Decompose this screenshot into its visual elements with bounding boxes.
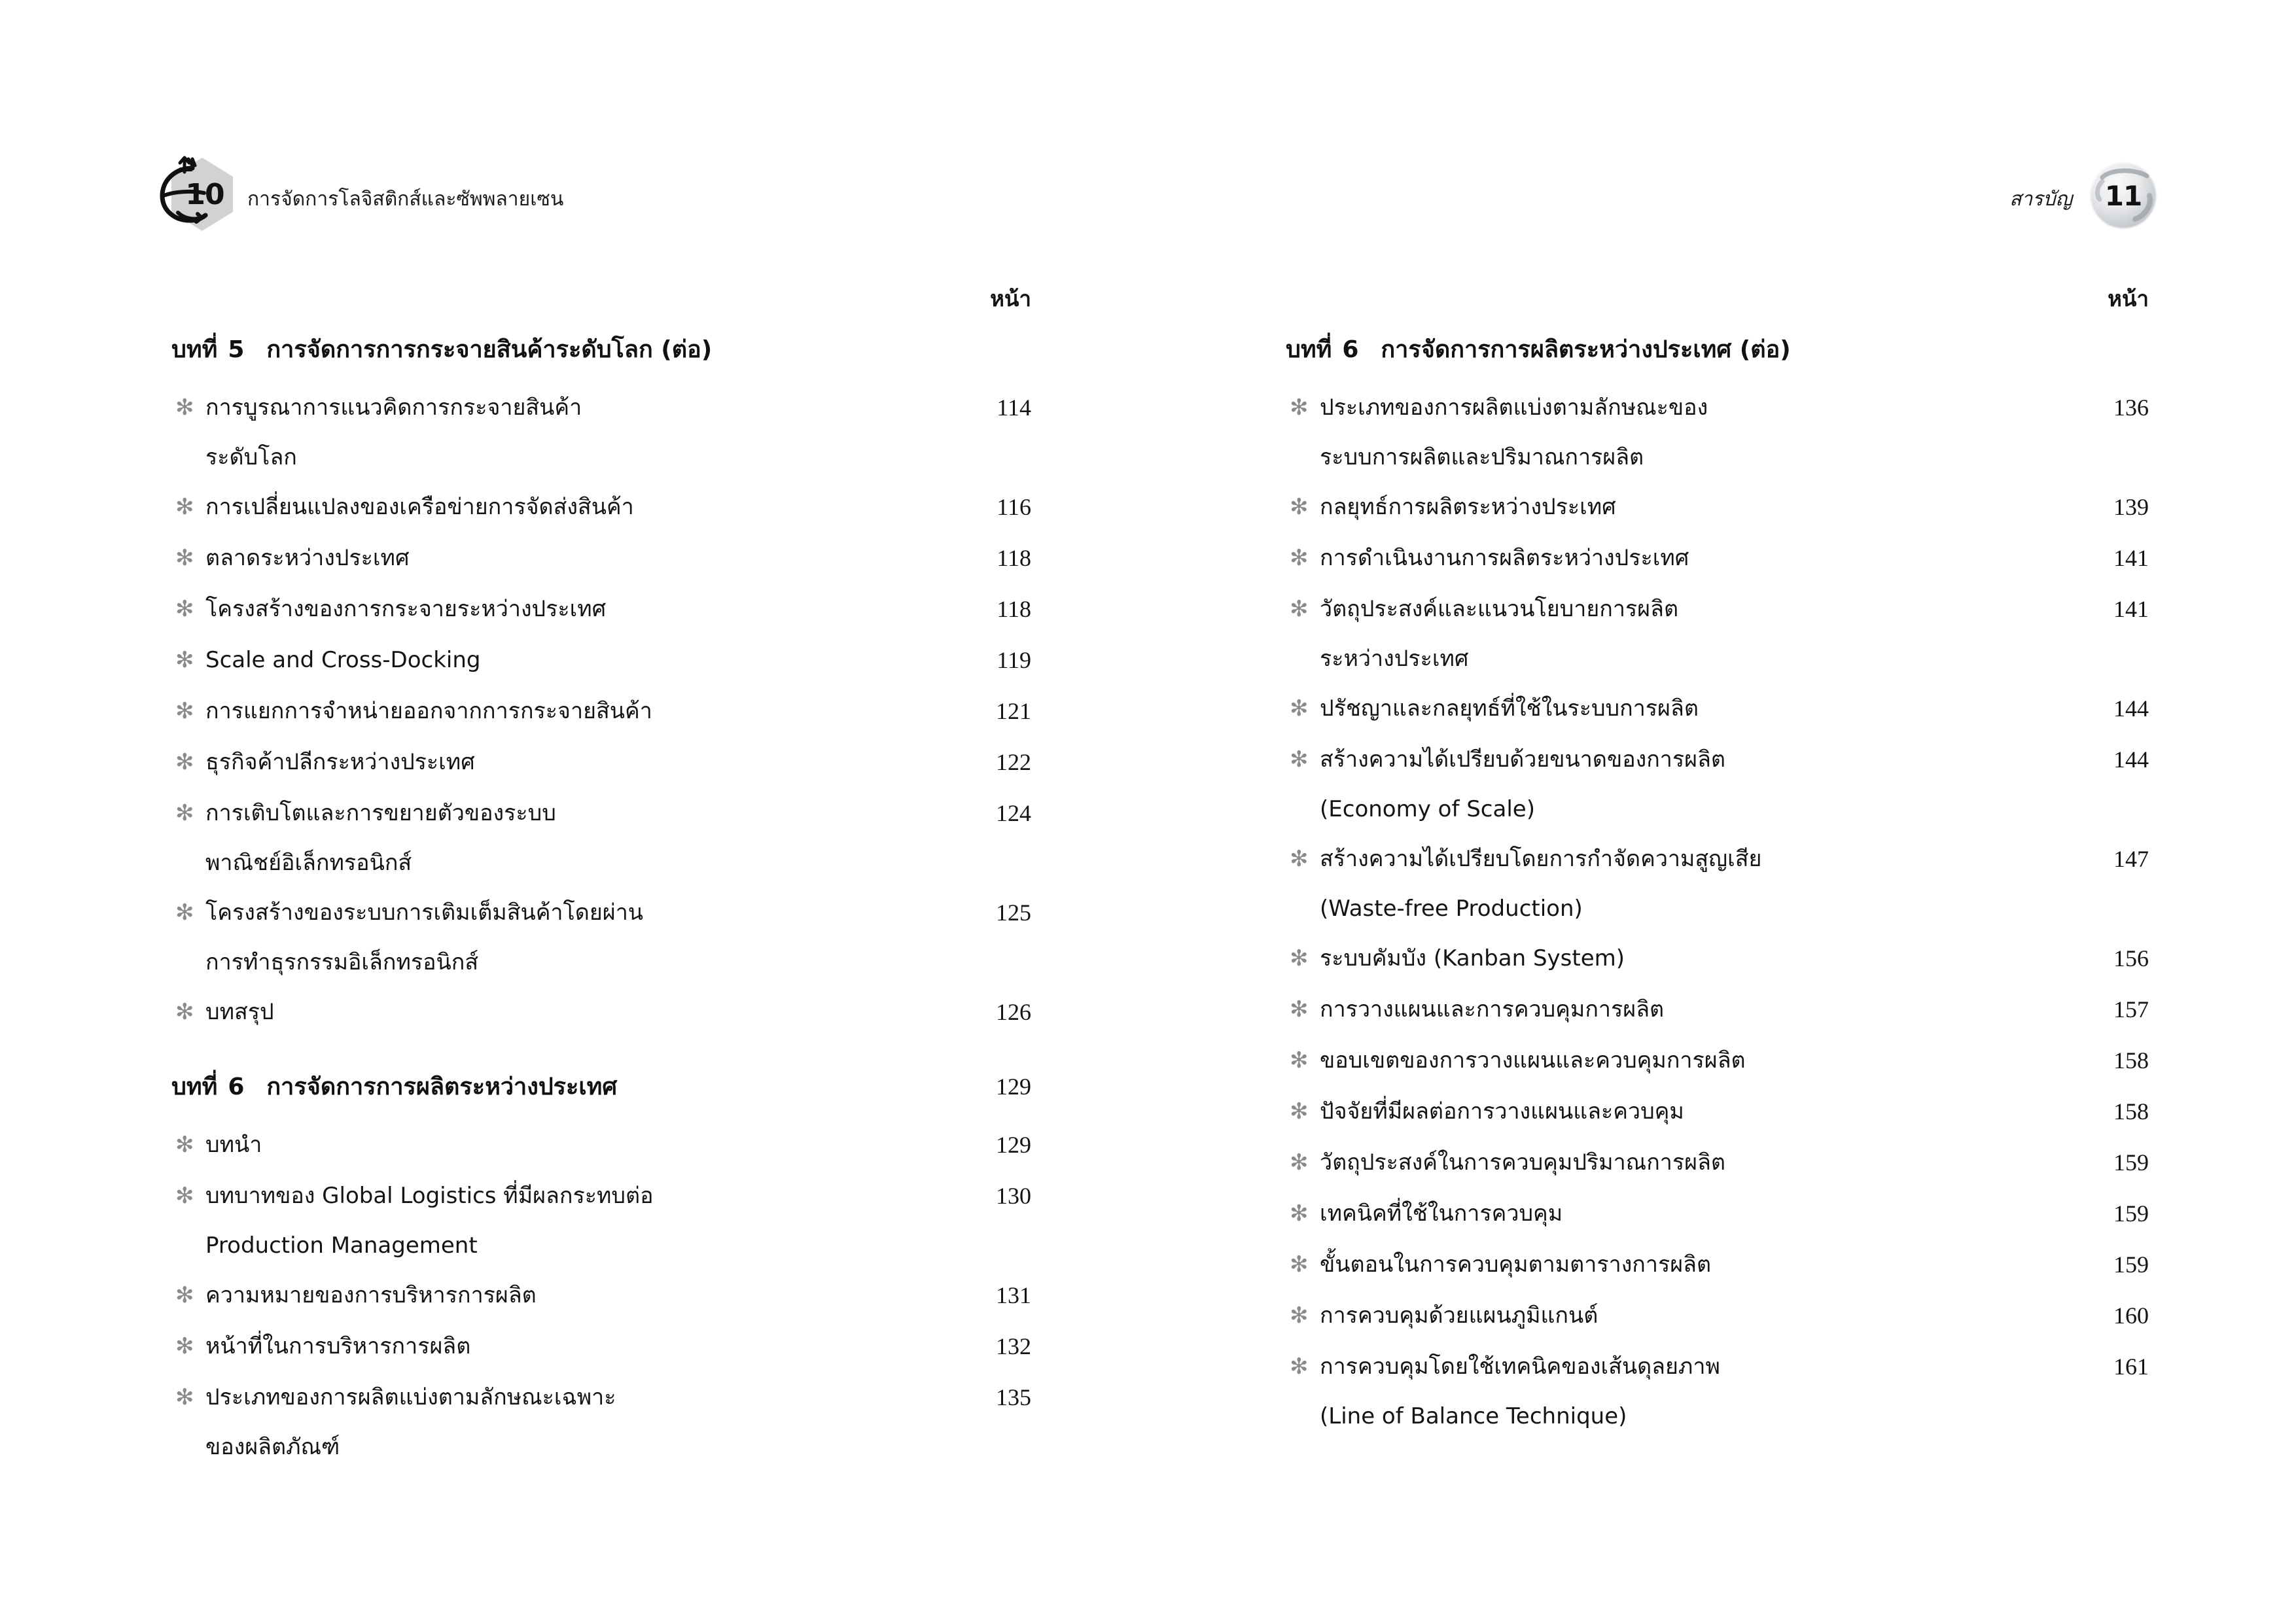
toc-entry[interactable] [171,635,1048,686]
globe-icon [2087,159,2160,232]
toc-entry-page: 156 [2113,945,2149,971]
toc-entry-page: 136 [2113,394,2149,421]
toc-entry[interactable] [1286,1290,2166,1341]
toc-entry[interactable] [171,481,1048,532]
toc-entry[interactable] [171,532,1048,584]
toc-entry-page: 121 [996,698,1031,724]
toc-entry-page: 131 [996,1282,1031,1308]
toc-entry[interactable] [171,584,1048,635]
bullet-icon: ✻ [175,698,194,724]
toc-entry[interactable] [1286,532,2166,584]
toc-entry-title: ขอบเขตของการวางแผนและควบคุมการผลิต [1320,1047,1746,1073]
toc-entry-title: ขั้นตอนในการควบคุมตามตารางการผลิต [1320,1251,1712,1278]
right-running-head-title: สารบัญ [2009,187,2072,211]
toc-entry-title: การเปลี่ยนแปลงของเครือข่ายการจัดส่งสินค้า [205,494,634,520]
toc-entry-title: บทบาทของ Global Logistics ที่มีผลกระทบต่อ [205,1183,654,1209]
toc-entry[interactable] [1286,833,2166,884]
toc-entry[interactable] [1286,1137,2166,1188]
bullet-icon: ✻ [175,494,194,520]
toc-entry[interactable] [171,382,1048,433]
toc-entry-title: การวางแผนและการควบคุมการผลิต [1320,996,1665,1022]
chapter-page-number: 129 [996,1073,1031,1100]
toc-entry-title: ประเภทของการผลิตแบ่งตามลักษณะเฉพาะ [205,1384,616,1410]
toc-entry[interactable] [1286,1035,2166,1086]
toc-entry[interactable] [1286,683,2166,734]
toc-entry-continuation [171,433,1048,481]
toc-entry[interactable] [171,686,1048,737]
toc-entry-subline: ระดับโลก [205,444,297,470]
right-page-number: 11 [2104,179,2142,212]
toc-entry-page: 159 [2113,1200,2149,1227]
chapter-label: บทที่ [171,336,218,363]
toc-entry-title: ตลาดระหว่างประเทศ [205,545,410,571]
section-spacer [171,1038,1048,1068]
chapter-title: การจัดการการผลิตระหว่างประเทศ (ต่อ) [1381,336,1791,363]
toc-entry-title: การบูรณาการแนวคิดการกระจายสินค้า [205,394,582,421]
toc-entry-page: 119 [997,647,1031,673]
chapter-heading [171,330,1048,368]
toc-entry-subline: พาณิชย์อิเล็กทรอนิกส์ [205,850,412,876]
toc-entry-continuation [171,1423,1048,1471]
toc-entry-subline: (Economy of Scale) [1320,796,1535,822]
toc-entry-title: วัตถุประสงค์ในการควบคุมปริมาณการผลิต [1320,1149,1725,1176]
toc-entry[interactable] [171,887,1048,938]
toc-entry-title: บทนำ [205,1132,262,1158]
toc-entry-page: 118 [997,596,1031,622]
toc-entry-title: การควบคุมด้วยแผนภูมิแกนต์ [1320,1302,1598,1329]
toc-entry-page: 129 [996,1132,1031,1158]
bullet-icon: ✻ [1290,945,1309,971]
toc-entry-page: 125 [996,899,1031,926]
toc-entry-title: ปรัชญาและกลยุทธ์ที่ใช้ในระบบการผลิต [1320,695,1699,722]
bullet-icon: ✻ [175,1132,194,1158]
toc-entry-page: 159 [2113,1251,2149,1278]
bullet-icon: ✻ [1290,746,1309,773]
left-column [171,281,1048,1471]
left-running-head-title: การจัดการโลจิสติกส์และซัพพลายเซน [247,187,564,211]
toc-entry-title: สร้างความได้เปรียบด้วยขนาดของการผลิต [1320,746,1725,773]
toc-entry-continuation [1286,433,2166,481]
bullet-icon: ✻ [1290,545,1309,571]
toc-entry-continuation [171,839,1048,887]
bullet-icon: ✻ [1290,394,1309,421]
bullet-icon: ✻ [1290,695,1309,722]
toc-entry-subline: (Line of Balance Technique) [1320,1403,1627,1429]
chapter-label: บทที่ [1286,336,1332,363]
toc-entry-page: 159 [2113,1149,2149,1176]
toc-entry-title: เทคนิคที่ใช้ในการควบคุม [1320,1200,1563,1227]
chapter-number: 6 [1342,336,1359,363]
toc-entry-title: ปัจจัยที่มีผลต่อการวางแผนและควบคุม [1320,1098,1684,1125]
toc-entry-continuation [1286,1392,2166,1440]
left-page-column-header: หน้า [990,286,1031,311]
bullet-icon: ✻ [175,749,194,775]
toc-entry-continuation [1286,785,2166,833]
bullet-icon: ✻ [1290,1149,1309,1176]
toc-entry-title: กลยุทธ์การผลิตระหว่างประเทศ [1320,494,1616,520]
toc-entry-page: 122 [996,749,1031,775]
toc-entry-page: 144 [2113,695,2149,722]
toc-entry-title: โครงสร้างของระบบการเติมเต็มสินค้าโดยผ่าน [205,899,644,926]
toc-entry[interactable] [1286,1086,2166,1137]
toc-entry-title: ธุรกิจค้าปลีกระหว่างประเทศ [205,749,475,775]
toc-entry[interactable] [1286,734,2166,785]
chapter-heading [1286,330,2166,368]
toc-entry[interactable] [171,1372,1048,1423]
toc-entry-page: 144 [2113,746,2149,773]
toc-entry[interactable] [171,986,1048,1038]
toc-entry-title: Scale and Cross-Docking [205,647,481,673]
toc-entry-page: 161 [2113,1353,2149,1380]
bullet-icon: ✻ [175,800,194,826]
toc-entry-subline: Production Management [205,1232,478,1259]
chapter-title: การจัดการการกระจายสินค้าระดับโลก (ต่อ) [266,336,713,363]
bullet-icon: ✻ [175,596,194,622]
toc-entry[interactable] [171,1270,1048,1321]
toc-entry-title: การเติบโตและการขยายตัวของระบบ [205,800,556,826]
globe-cube-icon [154,152,238,236]
bullet-icon: ✻ [1290,1047,1309,1073]
toc-entry-page: 158 [2113,1098,2149,1125]
toc-entry-page: 116 [997,494,1031,520]
toc-entry-subline: ระบบการผลิตและปริมาณการผลิต [1320,444,1644,470]
toc-entry[interactable] [1286,382,2166,433]
toc-entry-subline: ระหว่างประเทศ [1320,646,1469,672]
toc-entry-title: การควบคุมโดยใช้เทคนิคของเส้นดุลยภาพ [1320,1353,1720,1380]
bullet-icon: ✻ [175,1333,194,1359]
toc-entry-page: 135 [996,1384,1031,1410]
toc-entry-title: หน้าที่ในการบริหารการผลิต [205,1333,471,1359]
toc-entry-title: ระบบคัมบัง (Kanban System) [1320,945,1625,971]
toc-entry-title: การดำเนินงานการผลิตระหว่างประเทศ [1320,545,1689,571]
bullet-icon: ✻ [175,647,194,673]
toc-entry-page: 130 [996,1183,1031,1209]
toc-entry-page: 158 [2113,1047,2149,1073]
bullet-icon: ✻ [175,1282,194,1308]
toc-entry-title: การแยกการจำหน่ายออกจากการกระจายสินค้า [205,698,652,724]
toc-entry-page: 139 [2113,494,2149,520]
bullet-icon: ✻ [1290,494,1309,520]
toc-entry-continuation [1286,635,2166,683]
toc-entry-continuation [171,1221,1048,1270]
bullet-icon: ✻ [1290,1200,1309,1227]
toc-entry-page: 157 [2113,996,2149,1022]
toc-entry-title: สร้างความได้เปรียบโดยการกำจัดความสูญเสีย [1320,846,1762,872]
left-entry-list-ch5 [171,382,1048,1038]
chapter-heading [171,1068,1048,1105]
toc-entry-page: 118 [997,545,1031,571]
bullet-icon: ✻ [1290,1302,1309,1329]
toc-entry-page: 141 [2113,596,2149,622]
bullet-icon: ✻ [1290,996,1309,1022]
bullet-icon: ✻ [175,999,194,1025]
bullet-icon: ✻ [1290,846,1309,872]
toc-entry-page: 160 [2113,1302,2149,1329]
bullet-icon: ✻ [175,545,194,571]
toc-entry[interactable] [1286,1188,2166,1239]
toc-entry-subline: (Waste-free Production) [1320,896,1583,922]
toc-entry[interactable] [171,1170,1048,1221]
toc-entry-title: ประเภทของการผลิตแบ่งตามลักษณะของ [1320,394,1708,421]
bullet-icon: ✻ [175,899,194,926]
bullet-icon: ✻ [1290,1353,1309,1380]
toc-entry-title: วัตถุประสงค์และแนวนโยบายการผลิต [1320,596,1679,622]
toc-entry-page: 132 [996,1333,1031,1359]
left-entry-list-ch6 [171,1119,1048,1471]
chapter-title: การจัดการการผลิตระหว่างประเทศ [266,1073,618,1100]
right-entry-list-ch6 [1286,382,2166,1440]
right-page-column-header: หน้า [2108,286,2149,311]
toc-entry-page: 141 [2113,545,2149,571]
chapter-label: บทที่ [171,1073,218,1100]
toc-entry[interactable] [1286,584,2166,635]
toc-entry[interactable] [171,1321,1048,1372]
right-running-head [2009,165,2160,233]
toc-entry[interactable] [171,1119,1048,1170]
bullet-icon: ✻ [175,1384,194,1410]
toc-entry[interactable] [171,788,1048,839]
toc-entry-continuation [171,938,1048,986]
toc-entry-continuation [1286,884,2166,933]
toc-entry-page: 124 [996,800,1031,826]
toc-entry-title: โครงสร้างของการกระจายระหว่างประเทศ [205,596,607,622]
toc-entry-page: 126 [996,999,1031,1025]
toc-entry[interactable] [1286,1341,2166,1392]
chapter-number: 5 [228,336,245,363]
toc-entry[interactable] [171,737,1048,788]
chapter-number: 6 [228,1073,245,1100]
bullet-icon: ✻ [175,394,194,421]
bullet-icon: ✻ [175,1183,194,1209]
left-page-number: 10 [185,177,224,211]
bullet-icon: ✻ [1290,1251,1309,1278]
toc-entry-subline: ของผลิตภัณฑ์ [205,1434,340,1460]
toc-entry-subline: การทำธุรกรรมอิเล็กทรอนิกส์ [205,949,479,975]
toc-entry-title: บทสรุป [205,999,274,1025]
left-running-head [154,165,563,233]
toc-entry-page: 114 [997,394,1031,421]
toc-entry[interactable] [1286,933,2166,984]
toc-entry-page: 147 [2113,846,2149,872]
toc-entry[interactable] [1286,1239,2166,1290]
toc-entry[interactable] [1286,481,2166,532]
right-column [1286,281,2166,1440]
bullet-icon: ✻ [1290,596,1309,622]
toc-entry[interactable] [1286,984,2166,1035]
toc-entry-title: ความหมายของการบริหารการผลิต [205,1282,537,1308]
bullet-icon: ✻ [1290,1098,1309,1125]
